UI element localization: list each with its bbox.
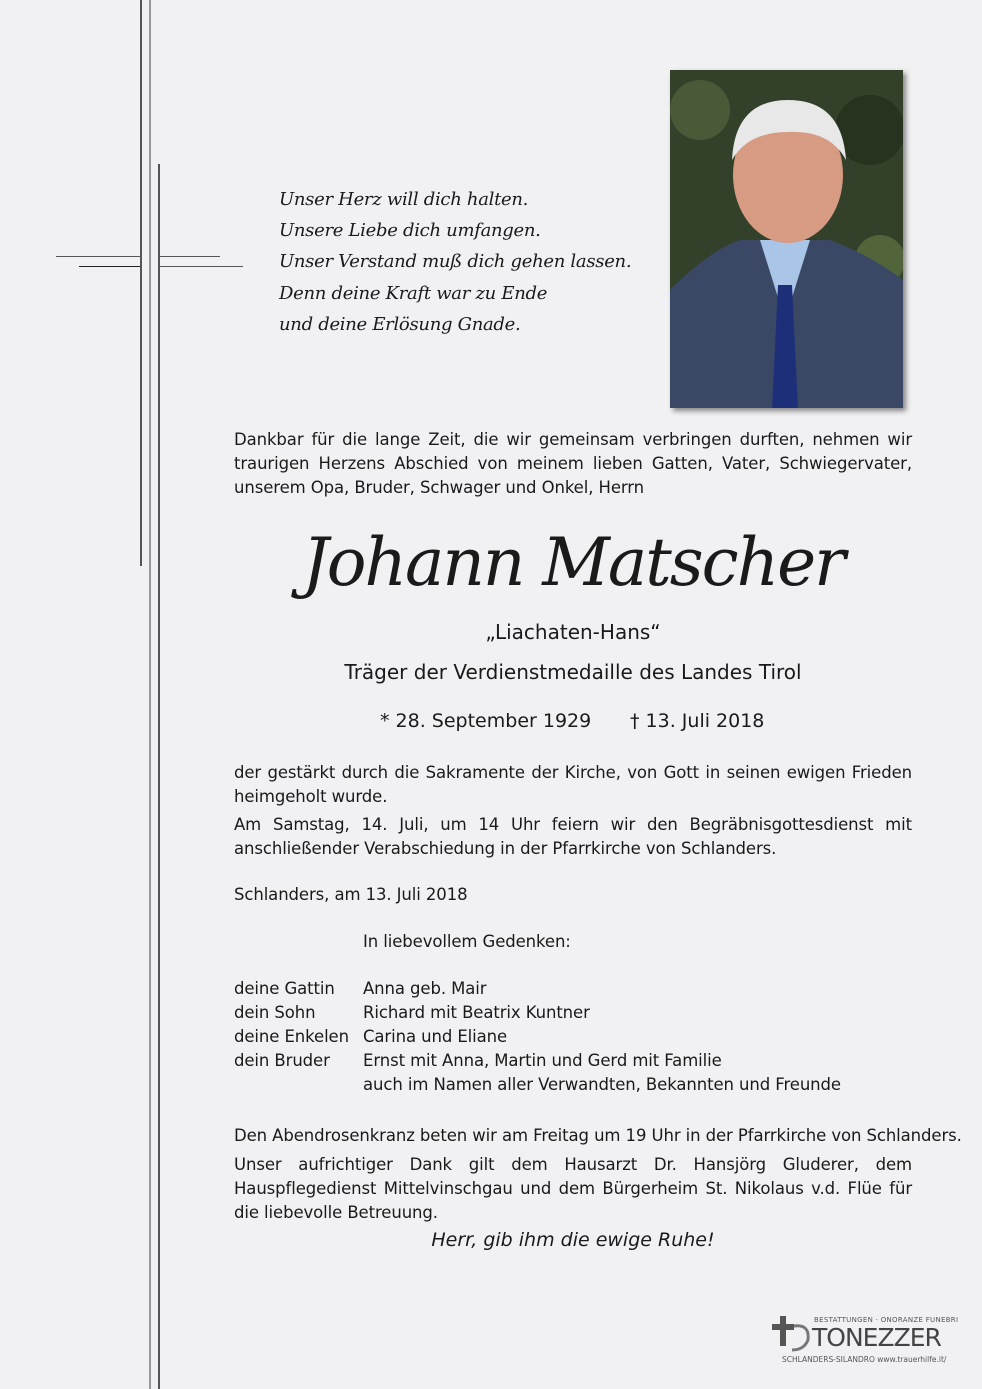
cross-logo-icon (772, 1316, 812, 1356)
names: Anna geb. Mair (363, 979, 487, 998)
poem-line: Unser Herz will dich halten. (279, 189, 529, 210)
cross-line (158, 164, 160, 1389)
memory-heading: In liebevollem Gedenken: (363, 932, 571, 951)
names: Ernst mit Anna, Martin und Gerd mit Familie (363, 1051, 722, 1070)
cross-line (160, 256, 220, 257)
funeral-home-logo (772, 1316, 959, 1366)
paragraph-sacraments: der gestärkt durch die Sakramente der Kirche, von Gott in seinen ewigen Frieden heimgeholt wurde. (234, 763, 912, 806)
poem-line: und deine Erlösung Gnade. (279, 313, 521, 335)
cross-line (79, 266, 140, 267)
logo-brand: TONEZZER (812, 1323, 941, 1352)
cross-line (160, 266, 243, 267)
logo-tagline: BESTATTUNGEN · ONORANZE FUNEBRI (814, 1316, 959, 1324)
death-date: † 13. Juli 2018 (630, 710, 765, 732)
mourners-list (234, 977, 841, 1097)
portrait-photo (670, 70, 903, 408)
relation: dein Bruder (234, 1051, 330, 1070)
nickname: „Liachaten-Hans“ (485, 620, 661, 644)
paragraph-rosary: Den Abendrosenkranz beten wir am Freitag um 19 Uhr in der Pfarrkirche von Schlanders. (234, 1126, 962, 1145)
intro-text: Dankbar für die lange Zeit, die wir gemeinsam verbringen durften, nehmen wir traurigen Herzens Abschied von meinem lieben Gatten, Vater, Schwiegervater, unserem Opa, Bruder, Schwager und Onkel, Herrn (234, 430, 912, 497)
cross-line (56, 256, 140, 257)
relation: deine Gattin (234, 979, 335, 998)
honor: Träger der Verdienstmedaille des Landes Tirol (344, 660, 802, 684)
mourner-row (234, 1073, 841, 1097)
relation (234, 1073, 363, 1097)
mourner-row (234, 1025, 841, 1049)
names: Carina und Eliane (363, 1027, 508, 1046)
poem-line: Unsere Liebe dich umfangen. (279, 220, 541, 242)
mourner-row (234, 1049, 841, 1073)
place-date: Schlanders, am 13. Juli 2018 (234, 885, 468, 904)
mourner-row (234, 1001, 841, 1025)
closing-prayer: Herr, gib ihm die ewige Ruhe! (431, 1229, 715, 1251)
deceased-name: Johann Matscher (302, 524, 844, 601)
names: Richard mit Beatrix Kuntner (363, 1003, 590, 1022)
birth-date: * 28. September 1929 (380, 710, 592, 732)
relation: deine Enkelen (234, 1027, 349, 1046)
relation: dein Sohn (234, 1003, 316, 1022)
paragraph-thanks: Unser aufrichtiger Dank gilt dem Hausarzt Dr. Hansjörg Gluderer, dem Hauspflegedienst Mittelvinschgau und dem Bürgerheim St. Nikolaus v.d. Flüe für die liebevolle Betreuung. (234, 1155, 912, 1222)
paragraph-funeral: Am Samstag, 14. Juli, um 14 Uhr feiern wir den Begräbnisgottesdienst mit anschließender Verabschiedung in der Pfarrkirche von Schlanders. (234, 815, 912, 858)
poem-line: Denn deine Kraft war zu Ende (279, 282, 548, 304)
names: auch im Namen aller Verwandten, Bekannten und Freunde (363, 1075, 841, 1094)
mourner-row (234, 977, 841, 1001)
cross-line (149, 0, 151, 1389)
logo-footer: SCHLANDERS-SILANDRO www.trauerhilfe.it/ (782, 1355, 947, 1364)
poem (279, 184, 631, 340)
poem-line: Unser Verstand muß dich gehen lassen. (279, 251, 632, 273)
cross-line (140, 0, 142, 566)
